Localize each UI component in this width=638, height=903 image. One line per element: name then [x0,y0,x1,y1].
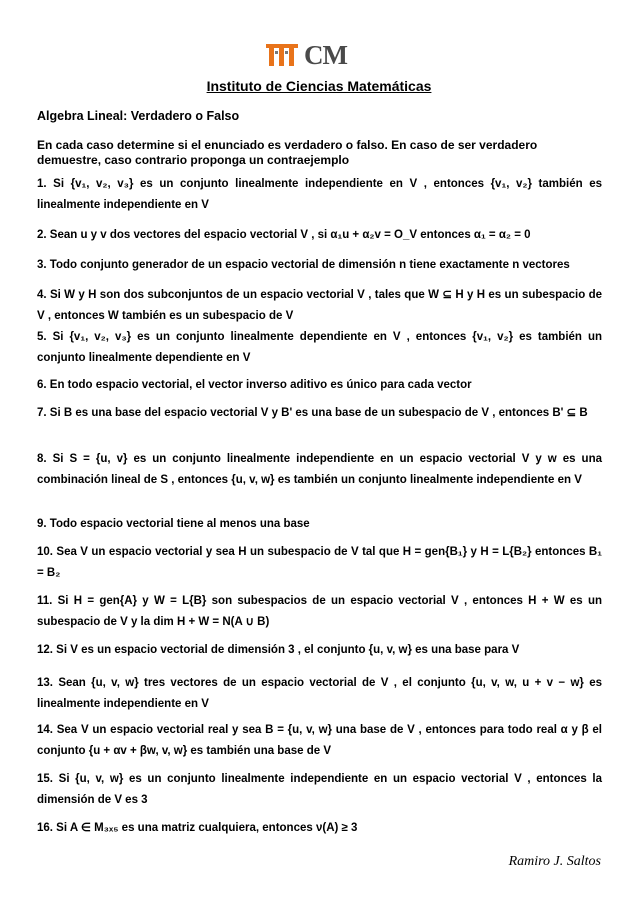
statement-15: 15. Si {u, v, w} es un conjunto linealmente independiente en un espacio vectorial V , entonces la dimensión de V es 3 [37,773,602,806]
statement-4: 4. Si W y H son dos subconjuntos de un espacio vectorial V , tales que W ⊆ H y H es un subespacio de V , entonces W también es un subespacio de V [37,289,602,322]
page-subtitle: Algebra Lineal: Verdadero o Falso [37,109,240,123]
statement-3: 3. Todo conjunto generador de un espacio vectorial de dimensión n tiene exactamente n vectores [37,259,570,271]
statement-8: 8. Si S = {u, v} es un conjunto linealmente independiente en un espacio vectorial V y w es una combinación lineal de S , entonces {u, v, w} es también un conjunto linealmente independiente en V [37,453,602,486]
statement-5: 5. Si {v₁, v₂, v₃} es un conjunto linealmente dependiente en V , entonces {v₁, v₂} es también un conjunto linealmente dependiente en V [37,331,602,364]
statement-9: 9. Todo espacio vectorial tiene al menos una base [37,518,310,530]
statement-10: 10. Sea V un espacio vectorial y sea H un subespacio de V tal que H = gen{B₁} y H = L{B₂} entonces B₁ = B₂ [37,546,602,579]
logo-text: CM [304,40,347,70]
author-signature: Ramiro J. Saltos [508,854,601,869]
statement-2: 2. Sean u y v dos vectores del espacio vectorial V , si α₁u + α₂v = O_V entonces α₁ = α₂ = 0 [37,229,531,241]
logo-mark-icon [266,42,298,66]
statement-7: 7. Si B es una base del espacio vectorial V y B' es una base de un subespacio de V , entonces B' ⊆ B [37,407,588,419]
statement-1: 1. Si {v₁, v₂, v₃} es un conjunto linealmente independiente en V , entonces {v₁, v₂} también es linealmente independiente en V [37,178,602,211]
page-title: Instituto de Ciencias Matemáticas [206,78,432,94]
statement-6: 6. En todo espacio vectorial, el vector inverso aditivo es único para cada vector [37,379,472,391]
institute-logo [266,40,366,70]
statement-14: 14. Sea V un espacio vectorial real y sea B = {u, v, w} una base de V , entonces para todo real α y β el conjunto {u + αv + βw, v, w} es también una base de V [37,724,602,757]
instructions: En cada caso determine si el enunciado es verdadero o falso. En caso de ser verdadero demuestre, caso contrario proponga un contraejemplo [37,138,538,167]
statement-12: 12. Si V es un espacio vectorial de dimensión 3 , el conjunto {u, v, w} es una base para V [37,644,520,656]
statement-16: 16. Si A ∈ M₃ₓ₅ es una matriz cualquiera, entonces ν(A) ≥ 3 [37,822,358,834]
statement-11: 11. Si H = gen{A} y W = L{B} son subespacios de un espacio vectorial V , entonces H + W es un subespacio de V y la dim H + W = N(A ∪ B) [37,595,602,628]
statement-13: 13. Sean {u, v, w} tres vectores de un espacio vectorial de V , el conjunto {u, v, w, u + v − w} es linealmente independiente en V [37,677,602,710]
